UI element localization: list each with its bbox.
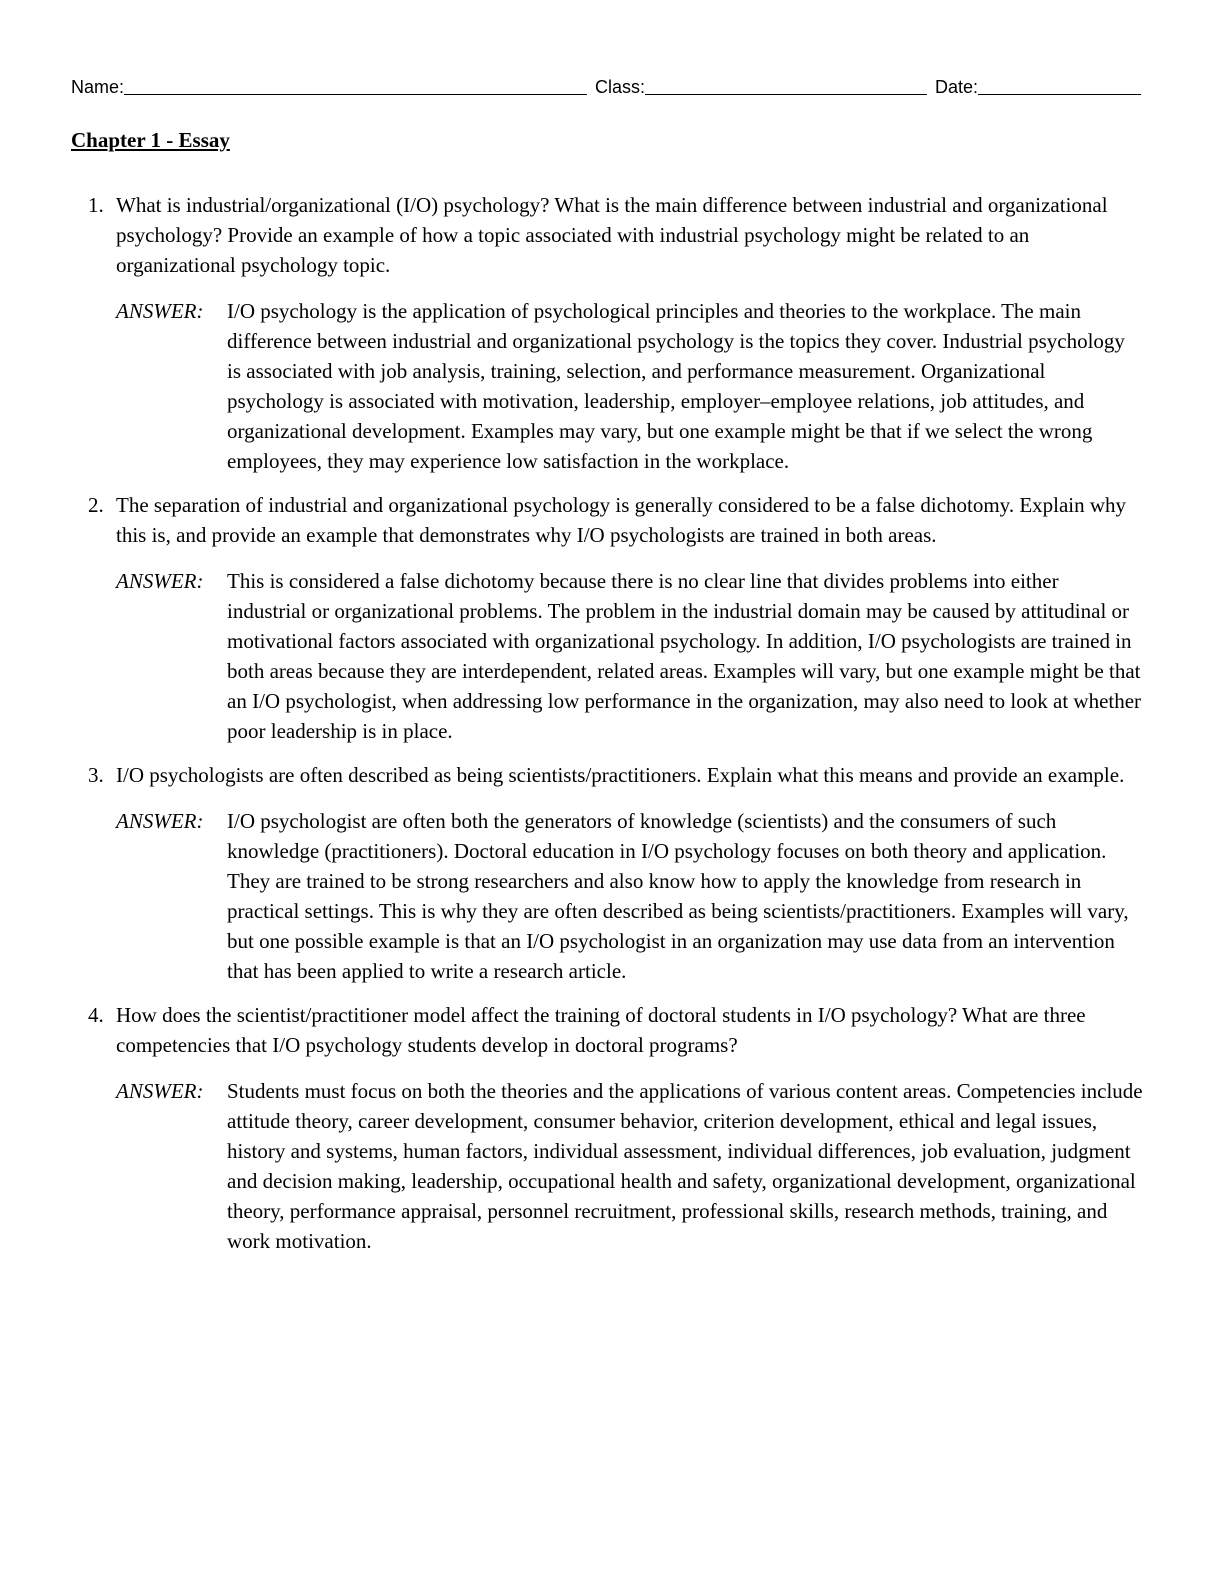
answer-label: ANSWER: [116, 1079, 204, 1103]
question-item [88, 760, 1143, 986]
question-item [88, 1000, 1143, 1256]
question-row [88, 1000, 1143, 1060]
question-number: 3. [88, 763, 104, 787]
question-item [88, 190, 1143, 476]
date-label: Date: [935, 77, 979, 97]
question-number: 2. [88, 493, 104, 517]
answer-row [116, 296, 1143, 476]
answer-label: ANSWER: [116, 299, 204, 323]
question-text: I/O psychologists are often described as being scientists/practitioners. Explain what this means and provide an example. [116, 763, 1125, 787]
question-row [88, 190, 1143, 280]
student-info-header [71, 72, 1141, 98]
question-row [88, 760, 1143, 790]
question-text: How does the scientist/practitioner model affect the training of doctoral students in I/O psychology? What are three competencies that I/O psychology students develop in doctoral programs? [116, 1003, 1086, 1057]
answer-label: ANSWER: [116, 809, 204, 833]
question-list [88, 190, 1143, 1270]
answer-text: I/O psychology is the application of psychological principles and theories to the workplace. The main difference between industrial and organizational psychology is the topics they cover. Industrial psychology is associated with job analysis, training, selection, and performance measurement. Organizational psychology is associated with motivation, leadership, employer–employee relations, job attitudes, and organizational development. Examples may vary, but one example might be that if we select the wrong employees, they may experience low satisfaction in the workplace. [227, 299, 1125, 473]
answer-text: I/O psychologist are often both the generators of knowledge (scientists) and the consumers of such knowledge (practitioners). Doctoral education in I/O psychology focuses on both theory and application. They are trained to be strong researchers and also know how to apply the knowledge from research in practical settings. This is why they are often described as being scientists/practitioners. Examples will vary, but one possible example is that an I/O psychologist in an organization may use data from an intervention that has been applied to write a research article. [227, 809, 1129, 983]
question-row [88, 490, 1143, 550]
answer-row [116, 566, 1143, 746]
class-label: Class: [595, 77, 646, 97]
name-blank-line[interactable] [124, 74, 587, 95]
class-blank-line[interactable] [645, 74, 927, 95]
answer-text: This is considered a false dichotomy because there is no clear line that divides problems into either industrial or organizational problems. The problem in the industrial domain may be caused by attitudinal or motivational factors associated with organizational psychology. In addition, I/O psychologists are trained in both areas because they are interdependent, related areas. Examples will vary, but one example might be that an I/O psychologist, when addressing low performance in the organization, may also need to look at whether poor leadership is in place. [227, 569, 1142, 743]
answer-label: ANSWER: [116, 569, 204, 593]
question-text: The separation of industrial and organizational psychology is generally considered to be a false dichotomy. Explain why this is, and provide an example that demonstrates why I/O psychologists are trained in both areas. [116, 493, 1127, 547]
answer-row [116, 1076, 1143, 1256]
question-number: 1. [88, 193, 104, 217]
answer-row [116, 806, 1143, 986]
date-blank-line[interactable] [978, 74, 1141, 95]
chapter-title: Chapter 1 - Essay [71, 128, 230, 152]
answer-text: Students must focus on both the theories and the applications of various content areas. Competencies include attitude theory, career development, consumer behavior, criterion development, ethical and legal issues, history and systems, human factors, individual assessment, individual differences, job evaluation, judgment and decision making, leadership, occupational health and safety, organizational development, organizational theory, performance appraisal, personnel recruitment, professional skills, research methods, training, and work motivation. [227, 1079, 1143, 1253]
question-item [88, 490, 1143, 746]
question-text: What is industrial/organizational (I/O) psychology? What is the main difference between industrial and organizational psychology? Provide an example of how a topic associated with industrial psychology might be related to an organizational psychology topic. [116, 193, 1108, 277]
question-number: 4. [88, 1003, 104, 1027]
name-label: Name: [71, 77, 125, 97]
